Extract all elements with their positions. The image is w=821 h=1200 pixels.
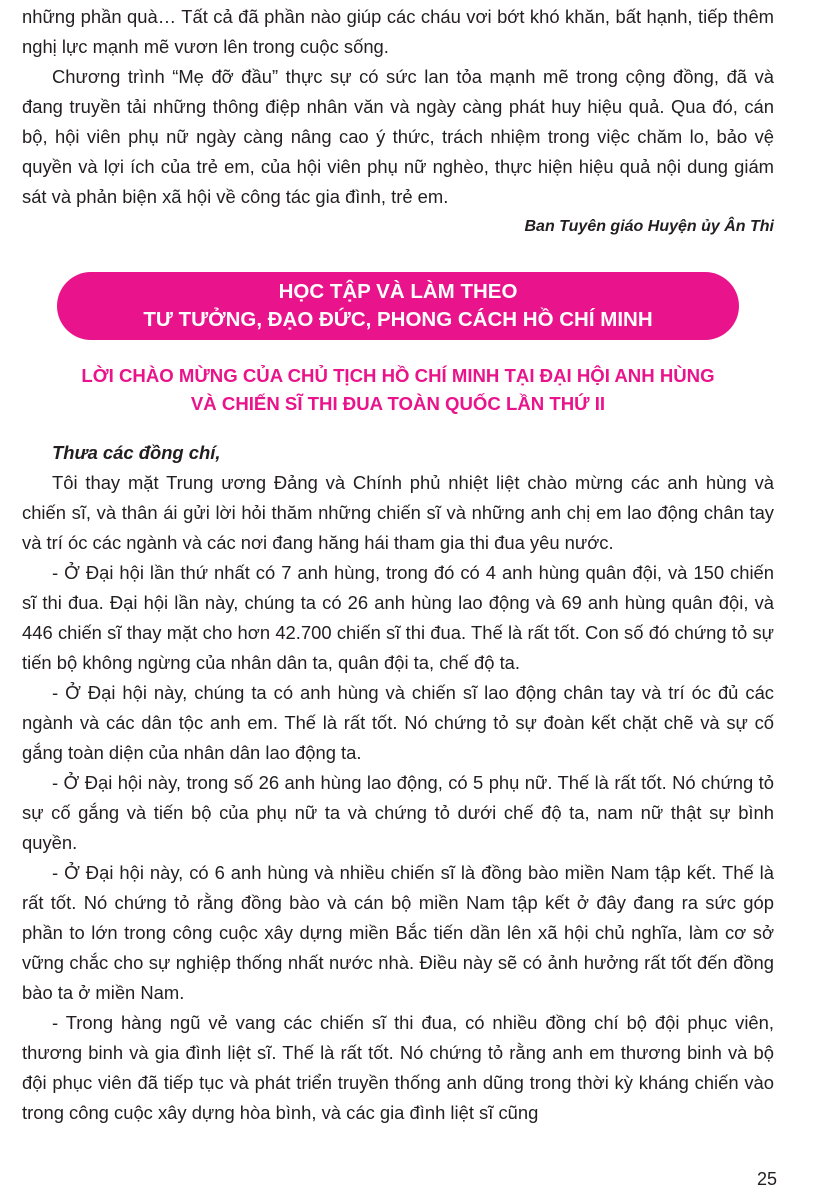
body-paragraph: - Trong hàng ngũ vẻ vang các chiến sĩ thi đua, có nhiều đồng chí bộ đội phục viên, thương binh và gia đình liệt sĩ. Thế là rất tốt. Nó chứng tỏ rằng anh em thương binh và bộ đội phục viên đã tiếp tục và phát triển truyền thống anh dũng trong thời kỳ kháng chiến vào trong công cuộc xây dựng hòa bình, và các gia đình liệt sĩ cũng — [22, 1012, 774, 1123]
body-paragraph: - Ở Đại hội này, có 6 anh hùng và nhiều chiến sĩ là đồng bào miền Nam tập kết. Thế là rất tốt. Nó chứng tỏ rằng đồng bào và cán bộ miền Nam tập kết ở đây đang ra sức góp phần to lớn trong công cuộc xây dựng miền Bắc tiến dần lên xã hội chủ nghĩa, làm cơ sở vững chắc cho sự nghiệp thống nhất nước nhà. Điều này sẽ có ảnh hưởng rất tốt đến đồng bào ta ở miền Nam. — [22, 862, 774, 1003]
body-paragraph: Tôi thay mặt Trung ương Đảng và Chính phủ nhiệt liệt chào mừng các anh hùng và chiến sĩ, và thân ái gửi lời hỏi thăm những chiến sĩ và những anh chị em lao động chân tay và trí óc các ngành và các nơi đang hăng hái tham gia thi đua yêu nước. — [22, 472, 774, 553]
intro-paragraph-2: Chương trình “Mẹ đỡ đầu” thực sự có sức lan tỏa mạnh mẽ trong cộng đồng, đã và đang truyền tải những thông điệp nhân văn và ngày càng phát huy hiệu quả. Qua đó, cán bộ, hội viên phụ nữ ngày càng nâng cao ý thức, trách nhiệm trong việc chăm lo, bảo vệ quyền và lợi ích của trẻ em, của hội viên phụ nữ nghèo, thực hiện hiệu quả nội dung giám sát và phản biện xã hội về công tác gia đình, trẻ em. — [22, 66, 774, 207]
salutation: Thưa các đồng chí, — [52, 442, 221, 463]
body-paragraph: - Ở Đại hội này, trong số 26 anh hùng lao động, có 5 phụ nữ. Thế là rất tốt. Nó chứng tỏ sự cố gắng và tiến bộ của phụ nữ ta và chứng tỏ dưới chế độ ta, nam nữ thật sự bình quyền. — [22, 772, 774, 853]
article-title-line-2: VÀ CHIẾN SĨ THI ĐUA TOÀN QUỐC LẦN THỨ II — [190, 393, 606, 414]
section-banner — [57, 272, 739, 340]
page-content — [22, 0, 774, 1128]
body-paragraph: - Ở Đại hội này, chúng ta có anh hùng và chiến sĩ lao động chân tay và trí óc đủ các ngành và các dân tộc anh em. Thế là rất tốt. Nó chứng tỏ sự đoàn kết chặt chẽ và sự cố gắng toàn diện của nhân dân lao động ta. — [22, 682, 774, 763]
banner-line-1: HỌC TẬP VÀ LÀM THEO — [278, 280, 518, 303]
article-title — [22, 362, 774, 418]
article-title-line-1: LỜI CHÀO MỪNG CỦA CHỦ TỊCH HỒ CHÍ MINH TẠI ĐẠI HỘI ANH HÙNG — [81, 365, 715, 386]
body-paragraph: - Ở Đại hội lần thứ nhất có 7 anh hùng, trong đó có 4 anh hùng quân đội, và 150 chiến sĩ thi đua. Đại hội lần này, chúng ta có 26 anh hùng lao động và 69 anh hùng quân đội, và 446 chiến sĩ thay mặt cho hơn 42.700 chiến sĩ thi đua. Thế là rất tốt. Con số đó chứng tỏ sự tiến bộ không ngừng của nhân dân ta, quân đội ta, chế độ ta. — [22, 562, 774, 673]
article-signature: Ban Tuyên giáo Huyện ủy Ân Thi — [524, 218, 774, 235]
page-number: 25 — [756, 1169, 777, 1189]
intro-paragraph-1: những phần quà… Tất cả đã phần nào giúp các cháu vơi bớt khó khăn, bất hạnh, tiếp thêm nghị lực mạnh mẽ vươn lên trong cuộc sống. — [22, 6, 774, 57]
banner-line-2: TƯ TƯỞNG, ĐẠO ĐỨC, PHONG CÁCH HỒ CHÍ MINH — [143, 308, 653, 331]
